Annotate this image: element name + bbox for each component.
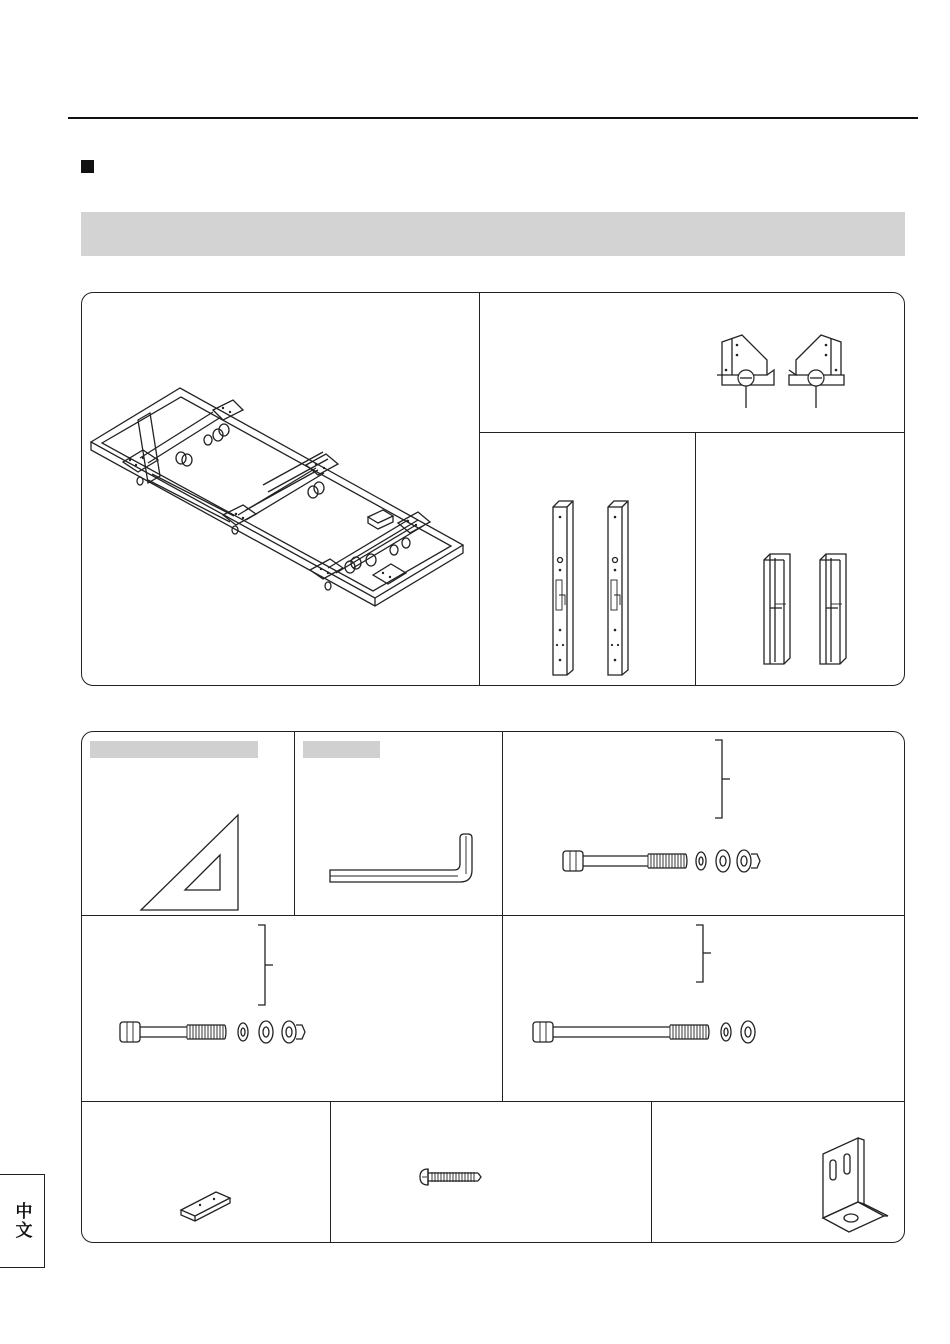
hex-wrench-icon <box>326 830 476 885</box>
section-bullet-icon <box>81 160 94 173</box>
divider <box>82 1101 904 1102</box>
divider <box>502 732 503 1101</box>
divider <box>330 1102 331 1242</box>
language-tab-label: 中文 <box>11 1202 32 1240</box>
corner-bracket-icon <box>712 330 862 410</box>
item-label-bar <box>303 741 380 758</box>
item-label-bar <box>90 741 258 758</box>
post-icon <box>545 495 645 680</box>
channel-rail-icon <box>758 548 868 673</box>
bolt-washer-nut-icon <box>560 738 780 878</box>
divider <box>82 915 904 916</box>
divider <box>479 293 480 685</box>
base-frame-icon <box>88 380 473 610</box>
bolt-washer-nut-icon <box>117 922 317 1052</box>
long-bolt-washer-icon <box>530 922 770 1052</box>
set-square-icon <box>138 812 243 914</box>
l-bracket-icon <box>818 1134 890 1234</box>
divider <box>695 433 696 685</box>
divider <box>294 732 295 915</box>
screw-icon <box>418 1166 483 1188</box>
section-title-band <box>81 212 905 256</box>
header-rule <box>68 117 918 119</box>
spacer-plate-icon <box>178 1188 233 1223</box>
divider <box>651 1102 652 1242</box>
divider <box>480 432 904 433</box>
language-tab <box>0 1174 45 1268</box>
